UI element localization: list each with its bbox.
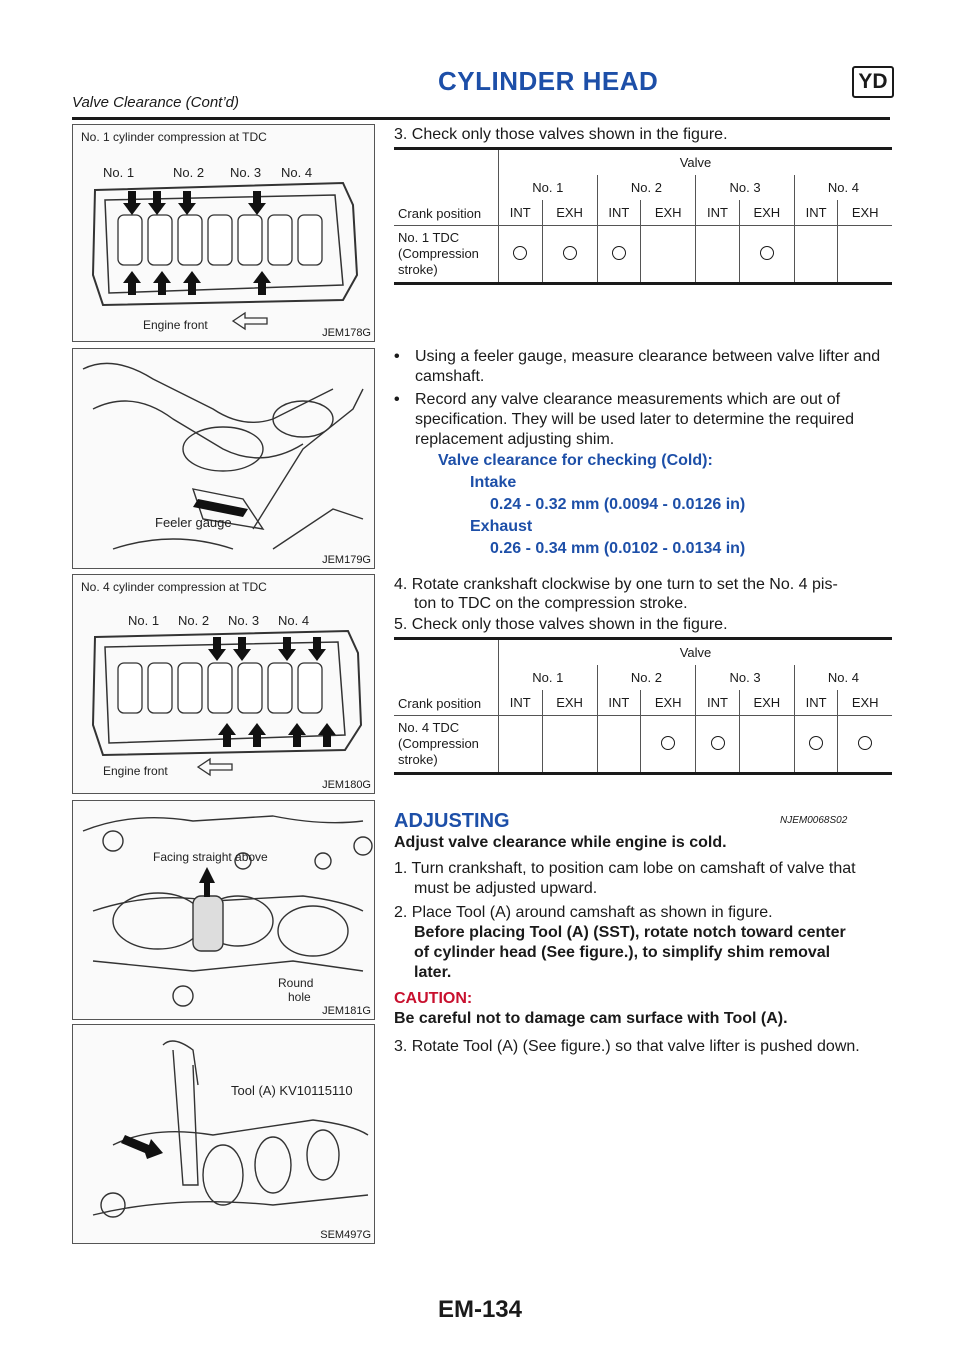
figure-id: JEM178G: [322, 327, 371, 339]
svg-text:Tool (A) KV10115110: Tool (A) KV10115110: [231, 1083, 353, 1098]
check-circle-icon: [858, 736, 872, 750]
check-circle-icon: [513, 246, 527, 260]
camshaft-notch-illustration: [73, 801, 374, 1019]
check-circle-icon: [760, 246, 774, 260]
page-number: EM-134: [437, 1296, 523, 1323]
cylinder-head-top-view-illustration: [73, 575, 374, 793]
svg-text:No. 3: No. 3: [228, 613, 260, 628]
svg-text:Feeler gauge: Feeler gauge: [155, 515, 232, 530]
page-subtitle: Valve Clearance (Cont’d): [72, 94, 240, 111]
spec-intake-value: 0.24 - 0.32 mm (0.0094 - 0.0126 in): [490, 496, 746, 513]
svg-text:Engine front: Engine front: [143, 318, 208, 332]
figure-id: JEM181G: [322, 1005, 371, 1017]
svg-text:hole: hole: [288, 990, 311, 1004]
check-cell: [696, 716, 740, 774]
check-circle-icon: [661, 736, 675, 750]
crank-position-header: Crank position: [394, 149, 499, 226]
valve-check-table-no1: Crank position Valve No. 1 No. 2 No. 3 No. 4 INT EXH INT EXH INT EXH INT EXH No. 1 TDC (Compression stroke): [394, 147, 892, 285]
adjust-step-2-line1: 2. Place Tool (A) around camshaft as shown in figure.: [394, 904, 773, 921]
check-cell: [597, 226, 641, 284]
adjust-step-2-bold2: of cylinder head (See figure.), to simplify shim removal: [414, 944, 831, 961]
adjust-step-3: 3. Rotate Tool (A) (See figure.) so that valve lifter is pushed down.: [394, 1038, 860, 1055]
bullet-record: • Record any valve clearance measurements which are out of specification. They will be used later to determine the required replacement adjusting shim.: [394, 391, 855, 448]
check-circle-icon: [809, 736, 823, 750]
check-cell: [499, 226, 543, 284]
tool-a-illustration: [73, 1025, 374, 1243]
spec-exhaust-value: 0.26 - 0.34 mm (0.0102 - 0.0134 in): [490, 540, 746, 557]
check-cell: [696, 226, 740, 284]
check-cell: [794, 226, 838, 284]
row-label-no4-tdc: No. 4 TDC (Compression stroke): [394, 716, 499, 774]
step-3-text: 3. Check only those valves shown in the figure.: [394, 126, 728, 143]
figure-id: JEM179G: [322, 554, 371, 566]
check-cell: [641, 226, 696, 284]
page-title: CYLINDER HEAD: [438, 66, 659, 96]
figure-id: JEM180G: [322, 779, 371, 791]
svg-text:No. 2: No. 2: [178, 613, 210, 628]
figure-jem181g: [72, 800, 375, 1020]
svg-text:No. 3: No. 3: [230, 165, 262, 180]
step-4-line2: ton to TDC on the compression stroke.: [414, 595, 688, 612]
check-cell: [542, 226, 597, 284]
header-rule: [72, 117, 890, 120]
svg-text:No. 4: No. 4: [278, 613, 310, 628]
section-title-adjusting: ADJUSTING: [394, 810, 510, 832]
figure-jem179g: [72, 348, 375, 569]
figure-jem178g: [72, 124, 375, 342]
check-cell: [499, 716, 543, 774]
spec-exhaust-label: Exhaust: [470, 518, 533, 535]
engine-badge: YD: [852, 66, 894, 98]
svg-text:No. 2: No. 2: [173, 165, 205, 180]
adjusting-intro: Adjust valve clearance while engine is cold.: [394, 834, 727, 851]
adjust-step-1-line1: 1. Turn crankshaft, to position cam lobe on camshaft of valve that: [394, 860, 856, 877]
check-cell: [838, 716, 892, 774]
check-cell: [739, 226, 794, 284]
valve-check-table-no4: Crank position Valve No. 1 No. 2 No. 3 No. 4 INT EXH INT EXH INT EXH INT EXH No. 4 TDC (Compression stroke): [394, 637, 892, 775]
adjust-step-2-bold3: later.: [414, 964, 452, 981]
spec-title: Valve clearance for checking (Cold):: [438, 452, 713, 469]
bullet-feeler: • Using a feeler gauge, measure clearance between valve lifter and camshaft.: [394, 348, 881, 385]
step-5-text: 5. Check only those valves shown in the figure.: [394, 616, 728, 633]
adjust-step-1-line2: must be adjusted upward.: [414, 880, 598, 897]
step-4-line1: 4. Rotate crankshaft clockwise by one turn to set the No. 4 pis-: [394, 576, 838, 593]
svg-text:Engine front: Engine front: [103, 764, 168, 778]
cylinder-head-top-view-illustration: [73, 125, 374, 341]
check-cell: [838, 226, 892, 284]
check-circle-icon: [711, 736, 725, 750]
svg-text:No. 1: No. 1: [103, 165, 135, 180]
figure-id: SEM497G: [320, 1229, 371, 1241]
section-code: NJEM0068S02: [780, 815, 848, 826]
valve-header: Valve: [499, 149, 893, 176]
check-circle-icon: [612, 246, 626, 260]
svg-text:Round: Round: [278, 976, 314, 990]
spec-intake-label: Intake: [470, 474, 517, 491]
check-circle-icon: [563, 246, 577, 260]
figure-caption: No. 1 cylinder compression at TDC: [81, 130, 267, 144]
figure-sem497g: [72, 1024, 375, 1244]
svg-text:No. 4: No. 4: [281, 165, 313, 180]
svg-text:Facing straight above: Facing straight above: [153, 850, 268, 864]
valve-header: Valve: [499, 639, 893, 666]
check-cell: [542, 716, 597, 774]
svg-text:No. 4 cylinder compression at: No. 4 cylinder compression at TDC: [81, 580, 267, 594]
check-cell: [641, 716, 696, 774]
feeler-gauge-illustration: [73, 349, 374, 568]
caution-label: CAUTION:: [394, 990, 473, 1007]
crank-position-header: Crank position: [394, 639, 499, 716]
check-cell: [597, 716, 641, 774]
adjust-step-2-bold1: Before placing Tool (A) (SST), rotate notch toward center: [414, 924, 846, 941]
caution-text: Be careful not to damage cam surface with Tool (A).: [394, 1010, 788, 1027]
row-label-no1-tdc: No. 1 TDC (Compression stroke): [394, 226, 499, 284]
check-cell: [794, 716, 838, 774]
svg-text:No. 1: No. 1: [128, 613, 160, 628]
check-cell: [739, 716, 794, 774]
figure-jem180g: [72, 574, 375, 794]
